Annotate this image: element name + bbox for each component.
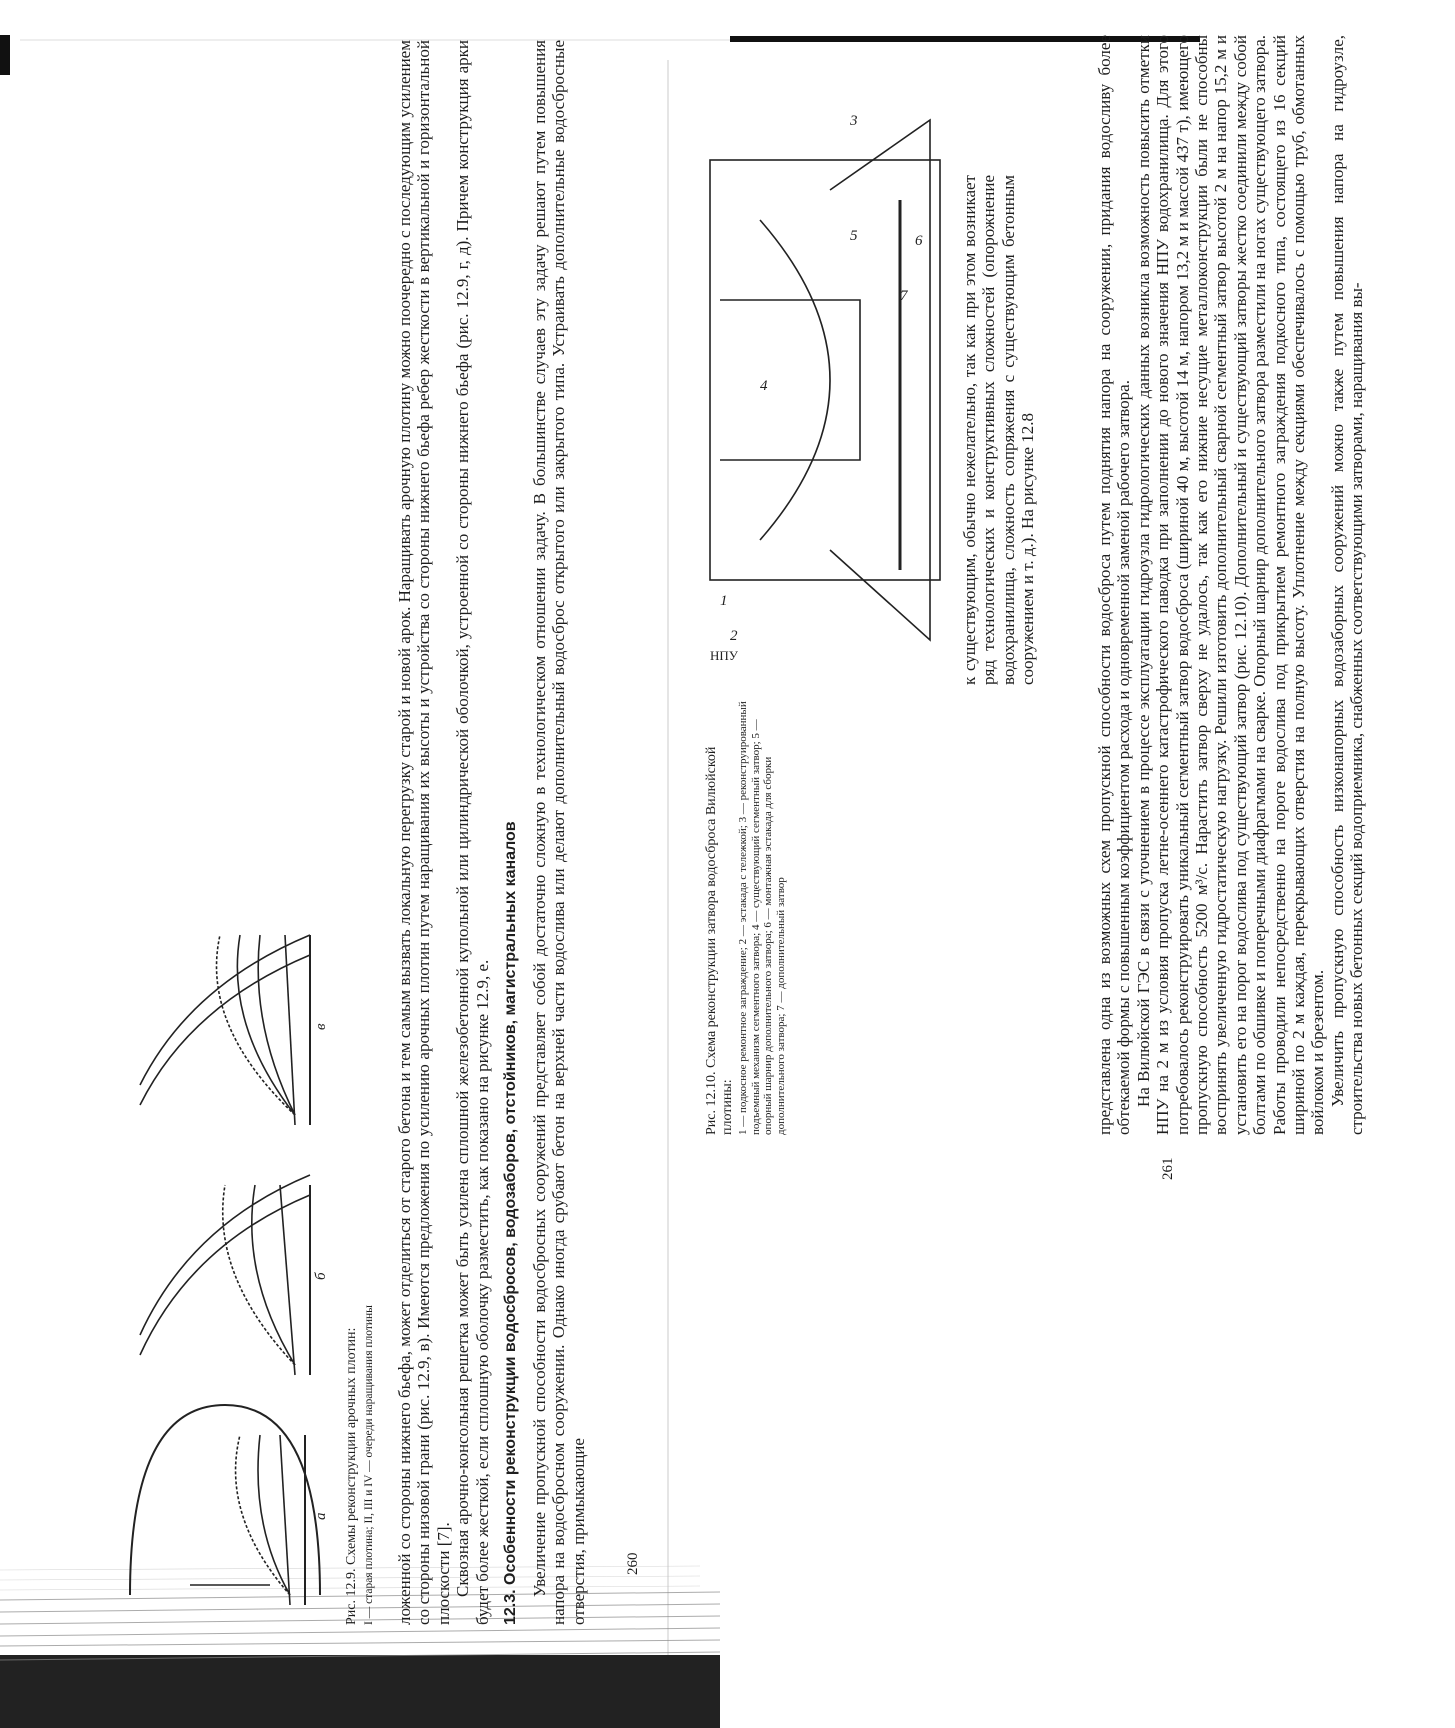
paragraph: к существующим, обычно нежелательно, так как при этом возникает ряд технологических и конструктивных сложностей (опорожнение водохранилища, сложность сопряжения с существующим бетонным сооружением и т. д.). На рисунке 12.8 — [960, 175, 1038, 685]
paragraph: ложенной со стороны нижнего бьефа, может отделиться от старого бетона и тем самым вызвать локальную перегрузку старой и новой арок. Наращивать арочную плотину можно поочередно с последующим усилением со стороны низовой грани (рис. 12.9, в). Имеются предложения по усилению арочных плотин путем наращивания их высоты и устройства со стороны нижнего бьефа ребер жесткости в вертикальной и горизонтальной плоскости [7]. — [395, 40, 453, 1625]
right-narrow-text — [960, 175, 1090, 685]
figure-label: 1 — [720, 593, 728, 609]
paragraph: Увеличение пропускной способности водосбросных сооружений представляет собой достаточно сложную в технологическом отношении задачу. В большинстве случаев эту задачу решают путем повышения напора на водосбросном сооружении. Однако иногда срубают бетон на верхней части водослива или делают дополнительный водосброс открытого или закрытого типа. Устраивать дополнительные водосбросные отверстия, примыкающие — [530, 40, 588, 1625]
page-number-right: 261 — [1160, 1157, 1176, 1180]
left-page-body — [395, 40, 715, 1625]
figure-12-9 — [130, 40, 340, 1625]
right-page-text — [1095, 35, 1367, 1135]
caption-title: Рис. 12.10. Схема реконструкции затвора водосброса Вилюйской плотины: — [704, 746, 735, 1135]
page-number-left: 260 — [625, 1552, 641, 1575]
section-heading: 12.3. Особенности реконструкции водосбросов, водозаборов, отстойников, магистральных каналов — [502, 821, 520, 1625]
right-page-body — [1095, 35, 1455, 1135]
figure-label: 7 — [900, 288, 908, 304]
figure-label: 3 — [850, 113, 858, 129]
caption-legend: I — старая плотина; II, III и IV — очереди наращивания плотины — [363, 1305, 375, 1625]
paragraph: Сквозная арочно-консольная решетка может быть усилена сплошной железобетонной купольной или цилиндрической оболочкой, устроенной со стороны нижнего бьефа (рис. 12.9, г, д). Причем конструкция арки будет более жесткой, если сплошную оболочку разместить, как показано на рисунке 12.9, е. — [453, 40, 492, 1625]
paragraph: Увеличить пропускную способность низконапорных водозаборных сооружений можно также путем повышения напора на гидроузле, строительства новых бетонных секций водоприемника, снабженных соответствующими затворами, наращивания вы- — [1327, 35, 1367, 1135]
figure-12-9-caption — [344, 40, 377, 1625]
left-page-text — [395, 40, 588, 1625]
paragraph: На Вилюйской ГЭС в связи с уточнением в процессе эксплуатации гидроузла гидрологических данных возникла возможность повысить отметки НПУ на 2 м из условия пропуска летне-осеннего катастрофического паводка при заполнении до нового значения НПУ водохранилища. Для этого потребовалось реконструировать уникальный сегментный затвор водосброса (шириной 40 м, высотой 14 м, напором 13,2 м и массой 437 т), имеющего пропускную способность 5200 м³/с. Нарастить затвор сверху не удалось, так как его нижние несущие металлоконструкции были не способны воспринять увеличенную гидростатическую нагрузку. Решили изготовить дополнительный сварной сегментный затвор высотой 2 м на напор 15,2 м и установить его на порог водослива под существующий затвор (рис. 12.10). Дополнительный и существующий затворы жестко соединили между собой болтами по обшивке и поперечными диафрагмами на сварке. Опорный шарнир дополнительного затвора разместили на ногах существующего затвора. Работы проводили непосредственно на пороге водослива под прикрытием ремонтного заграждения подкосного типа, состоящего из 16 секций шириной по 2 м каждая, перекрывающих отверстия на полную высоту. Уплотнение между секциями обеспечивалось с помощью труб, обмотанных войлоком и брезентом. — [1133, 35, 1328, 1135]
figure-12-10-drawing — [700, 100, 950, 680]
figure-label: 4 — [760, 378, 768, 394]
caption-title: Рис. 12.9. Схемы реконструкции арочных плотин: — [344, 1327, 359, 1625]
paragraph: представлена одна из возможных схем пропускной способности водосброса путем поднятия напора на сооружении, придания водосливу более обтекаемой формы с повышенным коэффициентом расхода и одновременной заменой рабочего затвора. — [1095, 35, 1134, 1135]
figure-label: в — [313, 1023, 329, 1030]
figure-label: б — [313, 1272, 329, 1280]
figure-label: а — [313, 1512, 329, 1520]
figure-label: 2 — [730, 628, 738, 644]
figure-12-9-drawing — [130, 40, 330, 1625]
figure-label: 5 — [850, 228, 858, 244]
figure-label: 6 — [915, 233, 923, 249]
figure-tag: НПУ — [710, 648, 738, 663]
caption-legend: 1 — подкосное ремонтное заграждение; 2 — эстакада с тележкой; 3 — реконструированный подъемный механизм сегментного затвора; 4 — существующий сегментный затвор; 5 — опорный шарнир дополнительного затвора; 6 — монтажная эстакада для сборки дополнительного затвора; 7 — дополнительный затвор — [737, 701, 787, 1135]
figure-12-10-caption — [704, 695, 787, 1135]
